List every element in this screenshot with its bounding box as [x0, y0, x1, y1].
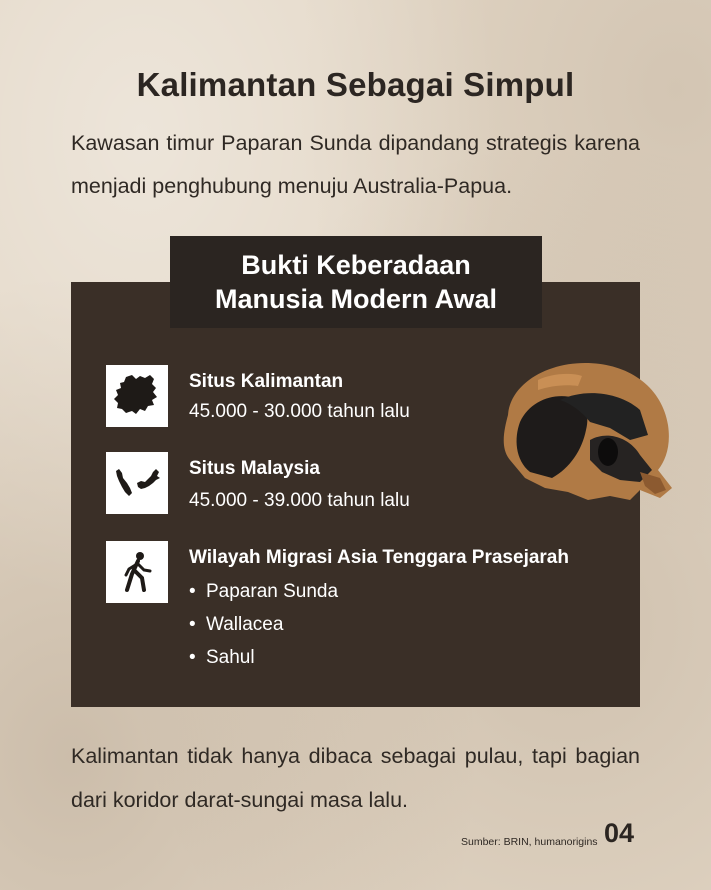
walking-person-icon [106, 541, 168, 603]
outro-paragraph: Kalimantan tidak hanya dibaca sebagai pulau, tapi bagian dari koridor darat-sungai masa lalu. [71, 744, 640, 812]
list-item: • Paparan Sunda [189, 581, 339, 602]
list-item: • Wallacea [189, 614, 284, 635]
intro-paragraph: Kawasan timur Paparan Sunda dipandang strategis karena menjadi penghubung menuju Australia-Papua. [71, 131, 640, 198]
page-title: Kalimantan Sebagai Simpul [136, 66, 575, 103]
panel-header-line2: Manusia Modern Awal [214, 284, 498, 314]
list-item: • Sahul [189, 647, 255, 668]
migration-region-list [189, 575, 338, 674]
site-title: Situs Kalimantan [189, 371, 344, 392]
site-date-range: 45.000 - 30.000 tahun lalu [189, 401, 410, 422]
migration-title: Wilayah Migrasi Asia Tenggara Prasejarah [189, 547, 569, 568]
skull-icon [490, 360, 680, 510]
panel-header [170, 236, 542, 328]
source-credit: Sumber: BRIN, humanorigins [461, 836, 598, 848]
page-number: 04 [604, 818, 635, 848]
site-title: Situs Malaysia [189, 458, 320, 479]
kalimantan-map-icon [106, 365, 168, 427]
panel-header-line1: Bukti Keberadaan [241, 250, 471, 280]
malaysia-map-icon [106, 452, 168, 514]
site-date-range: 45.000 - 39.000 tahun lalu [189, 490, 410, 511]
